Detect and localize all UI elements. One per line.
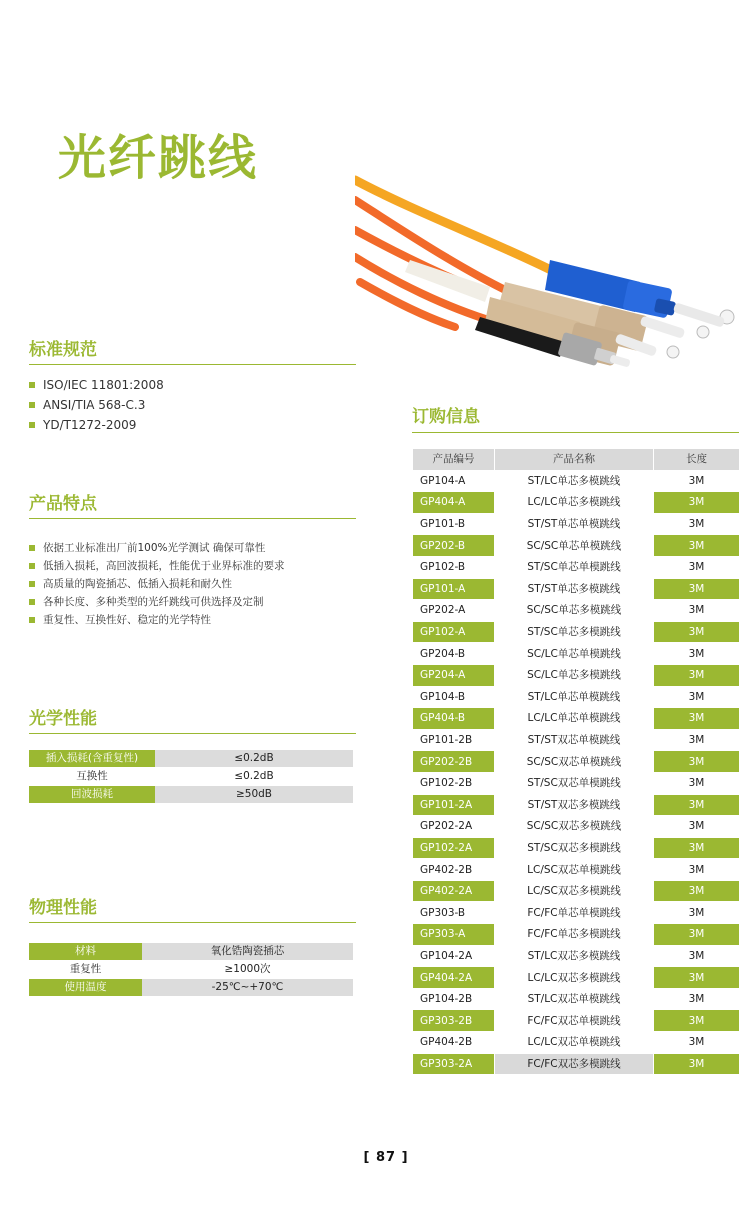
product-code-cell: GP202-B xyxy=(413,535,494,556)
product-code-cell: GP101-B xyxy=(420,518,466,531)
list-item: 各种长度、多种类型的光纤跳线可供选择及定制 xyxy=(29,593,285,611)
table-row xyxy=(413,471,739,492)
product-code-cell: GP101-2A xyxy=(413,795,494,816)
table-cell: ≤0.2dB xyxy=(234,770,274,782)
fiber-patch-cord-photo xyxy=(355,172,745,397)
product-name-cell: ST/SC双芯单模跳线 xyxy=(527,777,621,790)
standards-heading: 标准规范 xyxy=(29,340,97,360)
length-cell: 3M xyxy=(654,1010,739,1031)
table-row xyxy=(413,492,739,513)
table-cell: 氧化锆陶瓷插芯 xyxy=(142,943,353,960)
product-code-cell: GP202-2A xyxy=(420,820,473,833)
length-cell: 3M xyxy=(688,734,705,747)
product-name-cell: SC/LC单芯多模跳线 xyxy=(495,665,653,686)
product-code-cell: GP101-2B xyxy=(420,734,473,747)
table-row xyxy=(29,979,353,996)
list-item: 重复性、互换性好、稳定的光学特性 xyxy=(29,611,285,629)
product-name-cell: SC/SC双芯多模跳线 xyxy=(526,820,622,833)
table-row xyxy=(413,535,739,556)
table-row xyxy=(413,946,739,967)
ordering-table xyxy=(412,448,740,1075)
list-item: 高质量的陶瓷插芯、低插入损耗和耐久性 xyxy=(29,575,285,593)
length-cell: 3M xyxy=(654,751,739,772)
standards-divider xyxy=(29,364,356,365)
product-code-cell: GP102-A xyxy=(413,622,494,643)
length-cell: 3M xyxy=(688,993,705,1006)
table-row xyxy=(413,643,739,664)
product-name-cell: ST/SC单芯单模跳线 xyxy=(527,561,621,574)
length-cell: 3M xyxy=(654,924,739,945)
product-name-cell: LC/LC双芯单模跳线 xyxy=(527,1036,621,1049)
product-name-cell: LC/SC双芯多模跳线 xyxy=(495,881,653,902)
product-name-cell: FC/FC双芯单模跳线 xyxy=(495,1010,653,1031)
product-name-cell: ST/SC单芯多模跳线 xyxy=(495,622,653,643)
table-row xyxy=(413,902,739,923)
table-cell: ≤0.2dB xyxy=(155,750,353,767)
product-code-cell: GP402-2B xyxy=(420,863,473,876)
length-cell: 3M xyxy=(688,647,705,660)
table-cell: 材料 xyxy=(29,943,142,960)
product-code-cell: GP102-2B xyxy=(420,777,473,790)
length-cell: 3M xyxy=(688,906,705,919)
table-cell: 互换性 xyxy=(76,770,108,782)
page-title: 光纤跳线 xyxy=(58,130,259,186)
table-header-row xyxy=(413,449,739,470)
length-cell: 3M xyxy=(654,535,739,556)
list-item: YD/T1272-2009 xyxy=(29,415,164,435)
product-code-cell: GP404-2A xyxy=(413,967,494,988)
list-item: 依据工业标准出厂前100%光学测试 确保可靠性 xyxy=(29,539,285,557)
product-code-cell: GP303-2A xyxy=(413,1054,494,1075)
list-item: ISO/IEC 11801:2008 xyxy=(29,375,164,395)
table-row xyxy=(413,1054,739,1075)
features-list xyxy=(29,539,285,629)
column-header: 产品名称 xyxy=(495,449,653,470)
product-code-cell: GP404-2B xyxy=(420,1036,473,1049)
product-code-cell: GP202-2B xyxy=(413,751,494,772)
table-row xyxy=(413,989,739,1010)
table-row xyxy=(413,967,739,988)
product-name-cell: ST/LC单芯多模跳线 xyxy=(527,474,621,487)
product-code-cell: GP102-B xyxy=(420,561,466,574)
length-cell: 3M xyxy=(688,561,705,574)
bullet-square-icon xyxy=(29,617,35,623)
table-cell: 使用温度 xyxy=(29,979,142,996)
product-code-cell: GP104-A xyxy=(420,474,466,487)
table-row xyxy=(29,750,353,767)
length-cell: 3M xyxy=(688,820,705,833)
table-row xyxy=(413,687,739,708)
product-code-cell: GP303-B xyxy=(420,906,466,919)
ordering-table-body xyxy=(413,471,739,1075)
bullet-square-icon xyxy=(29,422,35,428)
product-name-cell: LC/LC单芯单模跳线 xyxy=(495,708,653,729)
table-row xyxy=(413,579,739,600)
features-heading: 产品特点 xyxy=(29,494,97,514)
table-row xyxy=(413,881,739,902)
table-row xyxy=(413,751,739,772)
optical-divider xyxy=(29,733,356,734)
length-cell: 3M xyxy=(688,1036,705,1049)
length-cell: 3M xyxy=(688,690,705,703)
table-row xyxy=(413,730,739,751)
ordering-divider xyxy=(412,432,739,433)
page-number: [ 87 ] xyxy=(363,1150,409,1165)
table-cell: -25℃~+70℃ xyxy=(142,979,353,996)
product-code-cell: GP104-B xyxy=(420,690,466,703)
bullet-square-icon xyxy=(29,563,35,569)
table-row xyxy=(413,1010,739,1031)
length-cell: 3M xyxy=(688,474,705,487)
product-code-cell: GP104-2B xyxy=(420,993,473,1006)
product-code-cell: GP303-2B xyxy=(413,1010,494,1031)
length-cell: 3M xyxy=(688,777,705,790)
product-code-cell: GP101-A xyxy=(413,579,494,600)
bullet-square-icon xyxy=(29,599,35,605)
bullet-square-icon xyxy=(29,581,35,587)
table-cell: ≥1000次 xyxy=(224,963,271,975)
table-cell: 回波损耗 xyxy=(29,786,155,803)
physical-divider xyxy=(29,922,356,923)
length-cell: 3M xyxy=(654,795,739,816)
table-row xyxy=(413,838,739,859)
table-cell: ≥50dB xyxy=(155,786,353,803)
table-row xyxy=(413,1032,739,1053)
product-name-cell: ST/ST双芯单模跳线 xyxy=(527,734,621,747)
product-name-cell: LC/LC双芯多模跳线 xyxy=(495,967,653,988)
table-row xyxy=(413,795,739,816)
product-code-cell: GP204-B xyxy=(420,647,466,660)
product-name-cell: ST/SC双芯多模跳线 xyxy=(495,838,653,859)
column-header: 产品编号 xyxy=(413,449,494,470)
list-item: 低插入损耗，高回波损耗，性能优于业界标准的要求 xyxy=(29,557,285,575)
table-row xyxy=(29,786,353,803)
length-cell: 3M xyxy=(654,579,739,600)
length-cell: 3M xyxy=(654,622,739,643)
product-name-cell: FC/FC双芯多模跳线 xyxy=(495,1054,653,1075)
length-cell: 3M xyxy=(654,708,739,729)
product-name-cell: SC/LC单芯单模跳线 xyxy=(527,647,621,660)
table-cell: 重复性 xyxy=(69,963,102,975)
product-code-cell: GP303-A xyxy=(413,924,494,945)
table-row xyxy=(413,816,739,837)
table-row xyxy=(413,622,739,643)
table-cell: 插入损耗(含重复性) xyxy=(29,750,155,767)
table-row xyxy=(29,961,353,978)
length-cell: 3M xyxy=(654,665,739,686)
product-code-cell: GP402-2A xyxy=(413,881,494,902)
length-cell: 3M xyxy=(654,492,739,513)
product-name-cell: LC/SC双芯单模跳线 xyxy=(527,863,621,876)
product-name-cell: SC/SC单芯单模跳线 xyxy=(495,535,653,556)
table-row xyxy=(413,924,739,945)
list-item: ANSI/TIA 568-C.3 xyxy=(29,395,164,415)
bullet-square-icon xyxy=(29,545,35,551)
product-code-cell: GP102-2A xyxy=(413,838,494,859)
table-row xyxy=(413,557,739,578)
product-name-cell: ST/LC双芯多模跳线 xyxy=(527,949,621,962)
length-cell: 3M xyxy=(688,949,705,962)
length-cell: 3M xyxy=(654,881,739,902)
table-row xyxy=(29,768,353,785)
product-name-cell: SC/SC双芯单模跳线 xyxy=(495,751,653,772)
physical-table xyxy=(29,942,353,997)
table-row xyxy=(413,665,739,686)
table-row xyxy=(413,773,739,794)
product-name-cell: FC/FC单芯单模跳线 xyxy=(527,906,621,919)
product-name-cell: ST/ST单芯单模跳线 xyxy=(527,518,621,531)
length-cell: 3M xyxy=(688,604,705,617)
product-code-cell: GP404-B xyxy=(413,708,494,729)
bullet-square-icon xyxy=(29,382,35,388)
bullet-square-icon xyxy=(29,402,35,408)
product-code-cell: GP204-A xyxy=(413,665,494,686)
column-header: 长度 xyxy=(654,449,739,470)
length-cell: 3M xyxy=(654,1054,739,1075)
physical-heading: 物理性能 xyxy=(29,898,97,918)
table-row xyxy=(413,859,739,880)
product-name-cell: FC/FC单芯多模跳线 xyxy=(495,924,653,945)
table-row xyxy=(413,514,739,535)
length-cell: 3M xyxy=(654,838,739,859)
product-code-cell: GP404-A xyxy=(413,492,494,513)
standards-list xyxy=(29,375,164,435)
features-divider xyxy=(29,518,356,519)
product-code-cell: GP202-A xyxy=(420,604,466,617)
length-cell: 3M xyxy=(688,863,705,876)
optical-table xyxy=(29,749,353,804)
product-name-cell: ST/LC双芯单模跳线 xyxy=(527,993,621,1006)
product-name-cell: LC/LC单芯多模跳线 xyxy=(495,492,653,513)
product-name-cell: ST/ST双芯多模跳线 xyxy=(495,795,653,816)
table-row xyxy=(413,600,739,621)
product-code-cell: GP104-2A xyxy=(420,949,473,962)
table-row xyxy=(413,708,739,729)
length-cell: 3M xyxy=(688,518,705,531)
optical-heading: 光学性能 xyxy=(29,709,97,729)
table-row xyxy=(29,943,353,960)
length-cell: 3M xyxy=(654,967,739,988)
product-name-cell: ST/LC单芯单模跳线 xyxy=(527,690,621,703)
product-name-cell: SC/SC单芯多模跳线 xyxy=(526,604,622,617)
product-name-cell: ST/ST单芯多模跳线 xyxy=(495,579,653,600)
ordering-heading: 订购信息 xyxy=(412,407,480,427)
